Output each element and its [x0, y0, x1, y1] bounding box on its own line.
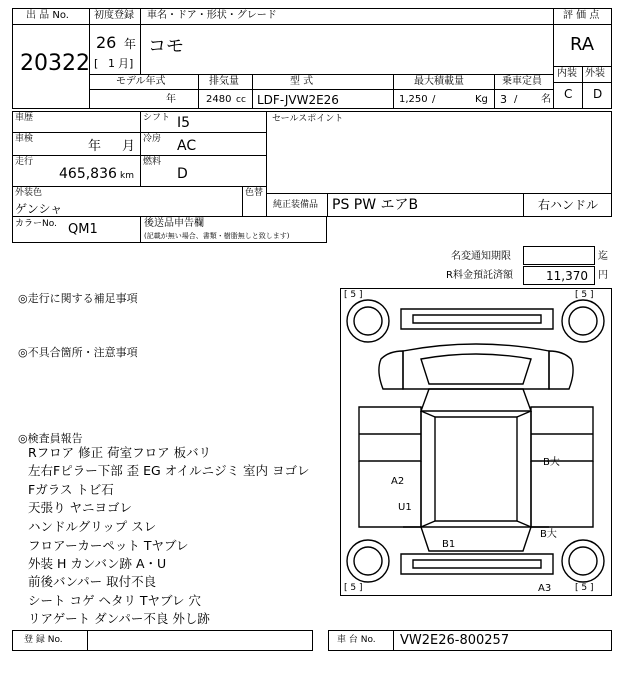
sales-point-label: セールスポイント — [272, 114, 344, 124]
lot-number: 20322 — [20, 51, 90, 76]
reg-no-label: 登 録 No. — [24, 635, 63, 645]
report-line-10: リアゲート ダンパー不良 外し跡 — [28, 611, 210, 626]
damage-mark: A3 — [538, 583, 552, 594]
chassis-label: 車 台 No. — [337, 635, 376, 645]
front-panel-icon — [403, 344, 549, 389]
wheel-front-left-icon — [347, 300, 389, 342]
reg-month-open: [ — [94, 57, 99, 70]
color-label: 外装色 — [15, 188, 43, 198]
model-year-label: モデル年式 — [116, 76, 166, 87]
model-year-unit: 年 — [166, 94, 176, 105]
reg-month: 1 — [108, 57, 115, 70]
capacity-unit: 名 — [541, 94, 551, 105]
report-line-5: ハンドルグリップ スレ — [28, 519, 157, 534]
report-line-1: Rフロア 修正 荷室フロア 板バリ — [28, 445, 212, 460]
capacity-label: 乗車定員 — [502, 76, 542, 87]
equipment-value: PS PW エアB — [332, 197, 419, 213]
shift-value: I5 — [177, 115, 191, 131]
wheel-rear-right-icon — [562, 540, 604, 582]
lot-label: 出 品 No. — [26, 10, 69, 21]
color-change-label: 色替 — [245, 188, 264, 198]
fuel-label: 燃料 — [143, 157, 162, 167]
max-load-sep: / — [432, 94, 436, 105]
right-side-panel-icon — [531, 461, 593, 527]
mileage-value: 465,836 — [59, 166, 117, 182]
inspection-month-unit: 月 — [122, 139, 136, 154]
tire-rear-right: [ 5 ] — [575, 583, 594, 593]
report-line-7: 外装 H カンバン跡 A・U — [28, 556, 167, 571]
color-no-label: カラーNo. — [15, 219, 57, 229]
shift-label: シフト — [143, 113, 171, 123]
color-no-value: QM1 — [68, 222, 98, 237]
damage-mark: A2 — [391, 476, 405, 487]
car-name: コモ — [148, 36, 184, 57]
steering-value: 右ハンドル — [538, 198, 599, 212]
name-label: 車名・ドア・形状・グレード — [147, 10, 277, 21]
damage-mark: B1 — [442, 539, 456, 550]
rear-gate-icon — [421, 527, 531, 551]
tire-front-right: [ 5 ] — [575, 290, 594, 300]
front-fender-left-icon — [379, 351, 403, 389]
car-diagram — [340, 288, 612, 596]
name-change-unit: 迄 — [598, 251, 608, 262]
rear-bumper-icon — [401, 554, 553, 574]
reg-year-unit: 年 — [124, 37, 137, 51]
displacement-unit: cc — [236, 95, 246, 105]
front-bumper-icon — [401, 309, 553, 329]
displacement: 2480 — [206, 94, 232, 105]
exterior-grade: D — [593, 87, 603, 101]
inspection-label: 車検 — [15, 134, 34, 144]
name-change-label: 名変通知期限 — [451, 251, 511, 262]
interior-grade: C — [564, 87, 573, 101]
inspector-label: ◎検査員報告 — [18, 432, 83, 445]
damage-mark: U1 — [398, 502, 412, 513]
roof-icon — [435, 417, 517, 521]
fuel-value: D — [177, 166, 188, 182]
defects-label: ◎不具合箇所・注意事項 — [18, 346, 138, 359]
capacity: 3 — [500, 93, 507, 106]
equipment-label: 純正装備品 — [273, 200, 319, 210]
ac-label: 冷房 — [143, 134, 162, 144]
grade-value: RA — [570, 34, 595, 55]
mileage-unit: km — [120, 171, 134, 181]
left-side-panel-icon — [359, 461, 421, 527]
first-reg-label: 初度登録 — [94, 10, 134, 21]
tire-front-left: [ 5 ] — [344, 290, 363, 300]
mileage-label: 走行 — [15, 157, 34, 167]
ac-value: AC — [177, 138, 197, 154]
windshield-icon — [421, 389, 531, 411]
damage-mark: B大 — [543, 457, 560, 468]
displacement-label: 排気量 — [209, 76, 239, 87]
type-label: 型 式 — [290, 76, 314, 87]
color-value: ゲンシャ — [15, 202, 63, 216]
docs-note: (記載が無い場合、書類・樹脂無しと致します) — [144, 232, 290, 240]
max-load-label: 最大積載量 — [414, 76, 464, 87]
chassis-number: VW2E26-800257 — [400, 633, 510, 648]
report-line-8: 前後バンパー 取付不良 — [28, 574, 157, 589]
recycle-value: 11,370 — [546, 269, 588, 283]
wheel-rear-left-icon — [347, 540, 389, 582]
report-line-4: 天張り ヤニヨゴレ — [28, 500, 132, 515]
exterior-label: 外装 — [585, 68, 605, 79]
max-load-unit: Kg — [475, 94, 488, 105]
interior-label: 内装 — [557, 68, 577, 79]
model-type: LDF-JVW2E26 — [257, 93, 339, 107]
report-line-6: フロアーカーペット Tヤブレ — [28, 538, 189, 553]
name-change-box — [523, 246, 595, 265]
report-line-3: Fガラス トビ石 — [28, 482, 114, 497]
reg-month-unit: 月] — [118, 57, 134, 70]
inspection-year-unit: 年 — [88, 139, 102, 154]
tire-rear-left: [ 5 ] — [344, 583, 363, 593]
recycle-label: R料金預託済額 — [446, 270, 513, 281]
wheel-front-right-icon — [562, 300, 604, 342]
grade-label: 評 価 点 — [563, 10, 600, 21]
reg-year: 26 — [96, 33, 117, 52]
report-line-9: シート コゲ ヘタリ Tヤブレ 穴 — [28, 593, 202, 608]
recycle-unit: 円 — [598, 270, 608, 281]
docs-label: 後送品申告欄 — [144, 218, 204, 229]
running-notes-label: ◎走行に関する補足事項 — [18, 292, 138, 305]
capacity-sep: / — [514, 94, 518, 105]
front-fender-right-icon — [549, 351, 573, 389]
history-label: 車歴 — [15, 113, 34, 123]
max-load: 1,250 — [399, 94, 428, 105]
report-line-2: 左右Fピラー下部 歪 EG オイルニジミ 室内 ヨゴレ — [28, 463, 310, 478]
damage-mark: B大 — [540, 529, 557, 540]
